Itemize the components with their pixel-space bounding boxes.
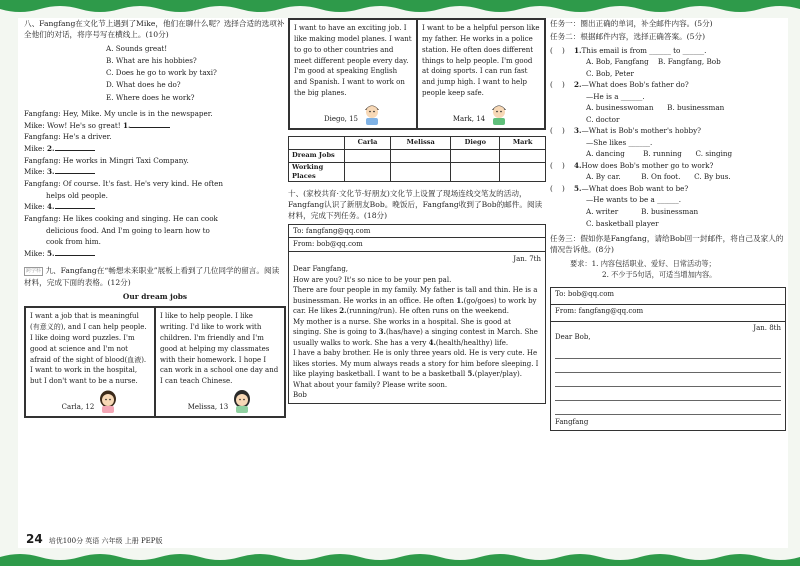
- task-2: 任务二：根据邮件内容，选择正确答案。(5分): [550, 32, 706, 42]
- dialog-line: Mike: 4.: [24, 201, 286, 213]
- dialog-line: Fangfang: Hey, Mike. My uncle is in the newspaper.: [24, 108, 213, 118]
- answer-blank-2[interactable]: [55, 144, 95, 151]
- writing-line[interactable]: [555, 401, 781, 415]
- dream-jobs-grid-left: [24, 306, 286, 418]
- col-mark: Mark: [500, 136, 546, 149]
- dream-jobs-heading: Our dream jobs: [122, 292, 188, 302]
- email-greeting: Dear Fangfang,: [293, 265, 349, 274]
- writing-line[interactable]: [555, 387, 781, 401]
- option-b: B. What are his hobbies?: [106, 56, 197, 66]
- dialog-line: Fangfang: He works in Mingri Taxi Company.: [24, 155, 189, 165]
- page-footer: [26, 532, 163, 546]
- dialog-line: delicious food. And I'm going to learn how to: [46, 225, 210, 235]
- writing-line[interactable]: [555, 359, 781, 373]
- answer-blank-1[interactable]: [130, 121, 170, 128]
- answer-blank-3[interactable]: [55, 167, 95, 174]
- dream-jobs-grid-right: [288, 18, 546, 130]
- dialog: [24, 108, 286, 260]
- dialog-line: cook from him.: [46, 237, 101, 247]
- answer-blank-4[interactable]: [55, 202, 95, 209]
- row-dream-jobs: Dream Jobs: [289, 149, 345, 162]
- table-row: [289, 149, 546, 162]
- section-10-title: 十、(家校共育·文化节·好朋友)文化节上设置了现场连线交笔友的活动，Fangfang认识了新朋友Bob。晚饭后，Fangfang收到了Bob的邮件。阅读材料，完成下列任务。(18分): [288, 188, 543, 221]
- dialog-line: Mike: 2.: [24, 143, 286, 155]
- table-cell-blank[interactable]: [451, 162, 500, 181]
- diego-name: Diego, 15: [323, 115, 359, 124]
- email-body: Jan. 7th Dear Fangfang, How are you? It's so nice to be your pen pal. There are four people in my family. My father is tall and thin. He is a businessman. He works in an office. He often 1.(go/goes) to work by car. He likes 2.(running/run). He often runs on the weekend. My mother is a nurse. She works in a hospital. She is good at singing. She is going to 3.(has/have) a singing contest in March. She usually walks to work. She has a very 4.(health/healthy) life. I have a baby brother. He is only three years old. He is very cute. He likes stories. My mum always reads a story for him before sleeping. I like playing basketball. I want to be a basketball 5.(player/play). What about your family? Please write soon. Bob: [293, 254, 541, 400]
- bottom-wave-border: [0, 550, 800, 566]
- question-2: ( ) 2.—What does Bob's father do? —He is a ______. A. businesswoman B. businessman C. doctor: [550, 80, 725, 124]
- writing-line[interactable]: [555, 373, 781, 387]
- column-right: [550, 18, 786, 431]
- writing-line[interactable]: [555, 345, 781, 359]
- answer-blank-5[interactable]: [55, 249, 95, 256]
- bob-email: [288, 224, 546, 404]
- dialog-line: Fangfang: He's a driver.: [24, 132, 112, 142]
- reply-from: From: fangfang@qq.com: [551, 305, 785, 322]
- question-5: ( ) 5.—What does Bob want to be? —He wants to be a ______. A. writer B. businessman C. basketball player: [550, 183, 699, 228]
- table-cell-blank[interactable]: [390, 149, 450, 162]
- column-left: [24, 18, 286, 418]
- col-carla: Carla: [345, 136, 391, 149]
- table-cell-blank[interactable]: [500, 149, 546, 162]
- table-header-row: [289, 136, 546, 149]
- boy-avatar-icon: [489, 101, 509, 125]
- footer-text: 培优100分 英语 六年级 上册 PEP版: [48, 537, 163, 545]
- column-middle: [288, 18, 546, 404]
- table-cell-blank[interactable]: [345, 162, 391, 181]
- reply-to: To: bob@qq.com: [551, 288, 785, 305]
- girl-avatar-icon: [232, 389, 252, 413]
- table-cell-blank[interactable]: [345, 149, 391, 162]
- dialog-line: Mike: Wow! He's so great! 1.: [24, 120, 286, 132]
- email-to: To: fangfang@qq.com: [289, 225, 545, 239]
- table-cell-blank[interactable]: [451, 149, 500, 162]
- table-cell-blank[interactable]: [500, 162, 546, 181]
- email-from: From: bob@qq.com: [289, 238, 545, 252]
- answer-paren[interactable]: ( ): [550, 160, 565, 170]
- section-8-title: 八、Fangfang在文化节上遇到了Mike，他们在聊什么呢？选择合适的选项补全他们的对话，将序号写在横线上。(10分): [24, 19, 285, 40]
- reply-email-form: [550, 287, 786, 431]
- question-4: ( ) 4.How does Bob's mother go to work? A. By car. B. On foot. C. By bus.: [550, 160, 731, 182]
- table-cell-blank[interactable]: [390, 162, 450, 181]
- email-signature: Bob: [293, 391, 307, 400]
- answer-paren[interactable]: ( ): [550, 183, 565, 193]
- reply-signature: Fangfang: [555, 417, 589, 426]
- task-1: 任务一：圈出正确的单词，补全邮件内容。(5分): [550, 19, 713, 28]
- email-date: Jan. 7th: [513, 254, 541, 263]
- melissa-name: Melissa, 13: [187, 403, 229, 412]
- dialog-line: helps old people.: [46, 190, 108, 200]
- requirement-1: 要求：1. 内容包括职业、爱好、日常活动等；: [570, 258, 716, 268]
- answer-paren[interactable]: ( ): [550, 80, 565, 90]
- dialog-line: Mike: 3.: [24, 166, 286, 178]
- answer-paren[interactable]: ( ): [550, 45, 565, 55]
- section-8-options: [24, 43, 286, 104]
- question-3: ( ) 3.—What is Bob's mother's hobby? —She likes ______. A. dancing B. running C. singing: [550, 126, 733, 159]
- carla-message: I want a job that is meaningful (有意义的), and I can help people. I like doing word puzzles. I'm good at science and I'm not afraid of the sight of blood(血液). I want to work in the hospital, but I don't want to be a nurse. Carla, 12: [25, 307, 155, 417]
- diego-message: I want to have an exciting job. I like making model planes. I want to go to other countries and meet different people every day. I'm good at speaking English and Spanish. I want to work on the big planes. Diego, 15: [289, 19, 417, 129]
- carla-name: Carla, 12: [61, 403, 95, 412]
- task-3: 任务三：假如你是Fangfang，请给Bob回一封邮件，将自己及家人的情况告诉他。(8分): [550, 234, 784, 255]
- answer-paren[interactable]: ( ): [550, 126, 565, 136]
- col-diego: Diego: [451, 136, 500, 149]
- question-1: ( ) 1.This email is from ______ to ______. A. Bob, Fangfang B. Fangfang, Bob C. Bob, Peter: [550, 45, 721, 78]
- option-a: A. Sounds great!: [106, 43, 168, 53]
- page-number: 24: [26, 532, 43, 546]
- option-e: E. Where does he work?: [106, 92, 195, 102]
- reply-date: Jan. 8th: [753, 323, 781, 332]
- top-wave-border: [0, 0, 800, 16]
- option-c: C. Does he go to work by taxi?: [106, 68, 217, 78]
- mark-name: Mark, 14: [452, 115, 486, 124]
- row-working-places: Working Places: [289, 162, 345, 181]
- melissa-message: I like to help people. I like writing. I'd like to work with children. I'm friendly and I'm good at helping my classmates with their homework. I hope I can work in a school one day and I can teach Chinese. Melissa, 13: [155, 307, 285, 417]
- dialog-line: Fangfang: He likes cooking and singing. He can cook: [24, 213, 218, 223]
- dialog-line: Fangfang: Of course. It's fast. He's very kind. He often: [24, 178, 224, 188]
- section-9-title: 跨学科 九、Fangfang在“畅想未来职业”展板上看到了几位同学的留言。阅读材料，完成下面的表格。(12分): [24, 266, 280, 287]
- requirement-2: 2. 不少于5句话，可适当增加内容。: [602, 270, 717, 280]
- reply-greeting: Dear Bob,: [555, 333, 591, 342]
- dream-jobs-table: [288, 136, 546, 182]
- col-melissa: Melissa: [390, 136, 450, 149]
- option-d: D. What does he do?: [106, 80, 181, 90]
- table-row: [289, 162, 546, 181]
- boy-avatar-icon: [362, 101, 382, 125]
- worksheet-page: [18, 18, 788, 548]
- dialog-line: Mike: 5.: [24, 248, 286, 260]
- girl-avatar-icon: [98, 389, 118, 413]
- mark-message: I want to be a helpful person like my father. He works in a police station. He often does different things to help people. I'm good at doing sports. I can run fast and jump high. I want to help people keep safe. Mark, 14: [417, 19, 545, 129]
- cross-subject-tag: 跨学科: [24, 267, 43, 277]
